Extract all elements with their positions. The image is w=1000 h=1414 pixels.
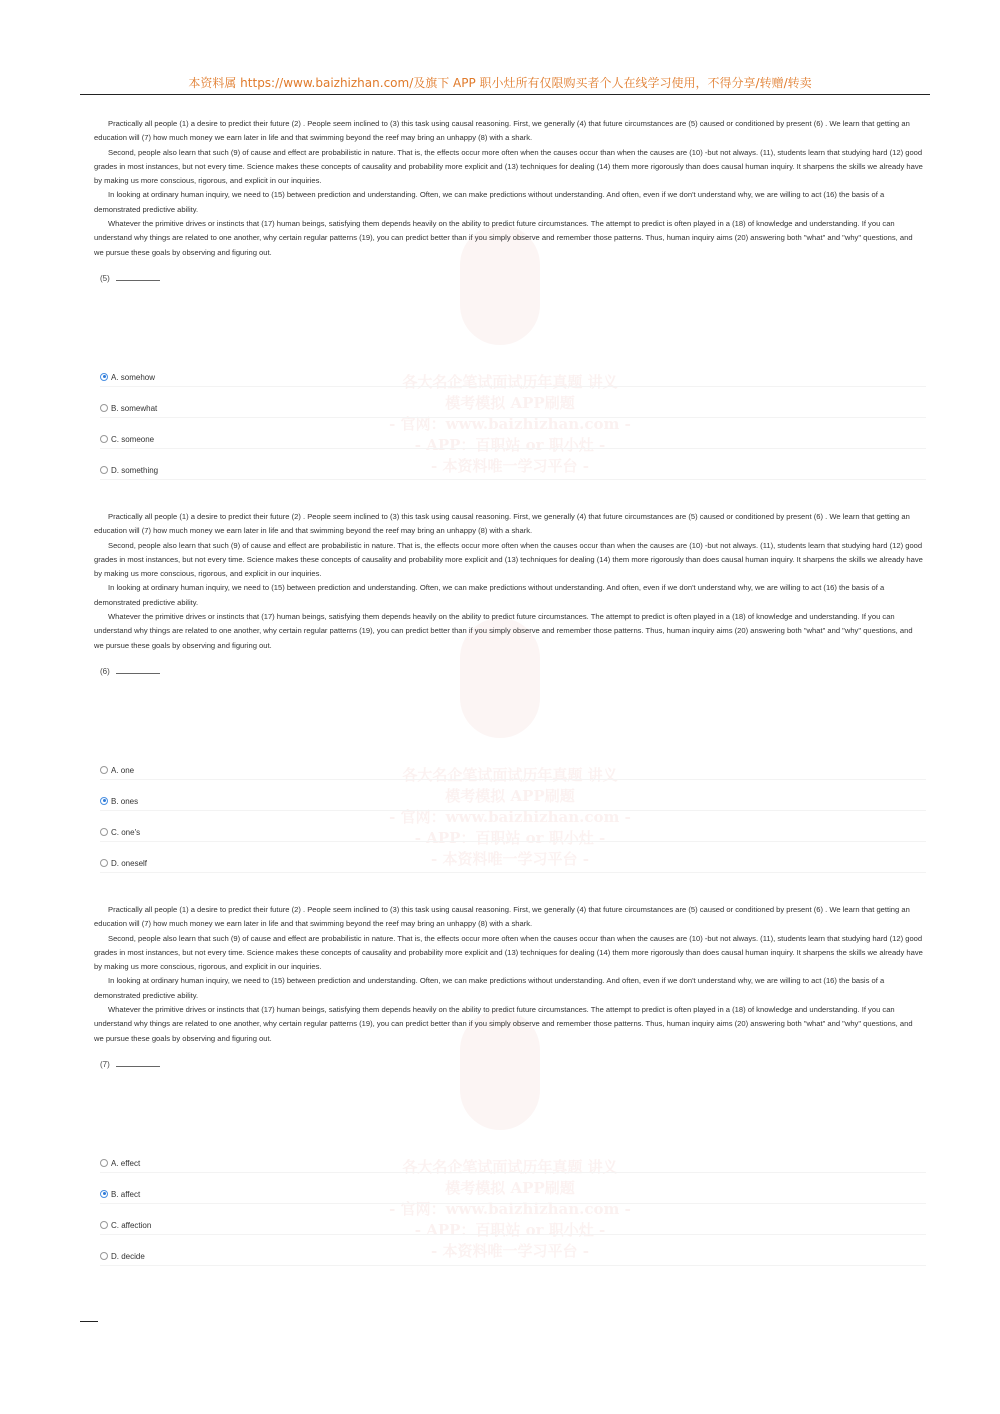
option-d[interactable]: D. decide [100, 1249, 926, 1266]
option-d[interactable]: D. something [100, 463, 926, 480]
answer-blank [116, 274, 160, 281]
question-number: (7) [100, 1060, 160, 1069]
radio-icon[interactable] [100, 1159, 108, 1167]
footer-mark [80, 1321, 98, 1322]
option-a[interactable]: A. one [100, 763, 926, 780]
radio-selected-icon[interactable] [100, 1190, 108, 1198]
watermark-text: 各大名企笔试面试历年真题 讲义 模考模拟 APP刷题 - 官网：www.baizhizhan.com - - APP：百职站 or 职小灶 - - 本资料唯一学习平台 - [389, 1158, 631, 1260]
radio-icon[interactable] [100, 1221, 108, 1229]
answer-blank [116, 1060, 160, 1067]
option-c[interactable]: C. one's [100, 825, 926, 842]
radio-icon[interactable] [100, 404, 108, 412]
radio-selected-icon[interactable] [100, 797, 108, 805]
option-a[interactable]: A. somehow [100, 370, 926, 387]
watermark-text: 各大名企笔试面试历年真题 讲义 模考模拟 APP刷题 - 官网：www.baizhizhan.com - - APP：百职站 or 职小灶 - - 本资料唯一学习平台 - [389, 373, 631, 475]
radio-selected-icon[interactable] [100, 373, 108, 381]
option-b[interactable]: B. somewhat [100, 401, 926, 418]
option-d[interactable]: D. oneself [100, 856, 926, 873]
radio-icon[interactable] [100, 1252, 108, 1260]
copyright-header: 本资料属 https://www.baizhizhan.com/及旗下 APP 职小灶所有仅限购买者个人在线学习使用，不得分享/转赠/转卖 [188, 76, 812, 90]
passage: Practically all people (1) a desire to predict their future (2) . People seem inclined to (3) this task using causal reasoning. First, we generally (4) that future circumstances are (5) caused or conditioned by present (6) . We learn that getting an education will (7) how much money we earn later in life and that swimming beyond the reef may bring an unhappy (8) with a shark. Second, people also learn that such (9) of cause and effect are probabilistic in nature. That is, the effects occur more often when the causes occur than when the causes are (10) -but not always. (11), students learn that studying hard (12) good grades in most instances, but not every time. Science makes these concepts of causality and probability more explicit and (13) techniques for dealing (14) them more rigorously than does causal human inquiry. It sharpens the skills we already have by making us more conscious, rigorous, and explicit in our inquiries. In looking at ordinary human inquiry, we need to (15) between prediction and understanding. Often, we can make predictions without understanding. And often, even if we don't understand why, we are willing to act (16) the basis of a demonstrated predictive ability. Whatever the primitive drives or instincts that (17) human beings, satisfying them depends heavily on the ability to predict future circumstances. The attempt to predict is often played in a (18) of knowledge and understanding. If you can understand why things are related to one another, why certain regular patterns (19), you can predict better than if you simply observe and remember those patterns. Thus, human inquiry aims (20) answering both "what" and "why" questions, and we pursue these goals by observing and figuring out. [94, 119, 923, 257]
radio-icon[interactable] [100, 859, 108, 867]
watermark-text: 各大名企笔试面试历年真题 讲义 模考模拟 APP刷题 - 官网：www.baizhizhan.com - - APP：百职站 or 职小灶 - - 本资料唯一学习平台 - [389, 766, 631, 868]
radio-icon[interactable] [100, 766, 108, 774]
option-c[interactable]: C. affection [100, 1218, 926, 1235]
passage: Practically all people (1) a desire to predict their future (2) . People seem inclined to (3) this task using causal reasoning. First, we generally (4) that future circumstances are (5) caused or conditioned by present (6) . We learn that getting an education will (7) how much money we earn later in life and that swimming beyond the reef may bring an unhappy (8) with a shark. Second, people also learn that such (9) of cause and effect are probabilistic in nature. That is, the effects occur more often when the causes occur than when the causes are (10) -but not always. (11), students learn that studying hard (12) good grades in most instances, but not every time. Science makes these concepts of causality and probability more explicit and (13) techniques for dealing (14) them more rigorously than does causal human inquiry. It sharpens the skills we already have by making us more conscious, rigorous, and explicit in our inquiries. In looking at ordinary human inquiry, we need to (15) between prediction and understanding. Often, we can make predictions without understanding. And often, even if we don't understand why, we are willing to act (16) the basis of a demonstrated predictive ability. Whatever the primitive drives or instincts that (17) human beings, satisfying them depends heavily on the ability to predict future circumstances. The attempt to predict is often played in a (18) of knowledge and understanding. If you can understand why things are related to one another, why certain regular patterns (19), you can predict better than if you simply observe and remember those patterns. Thus, human inquiry aims (20) answering both "what" and "why" questions, and we pursue these goals by observing and figuring out. [94, 512, 923, 650]
option-b[interactable]: B. affect [100, 1187, 926, 1204]
passage: Practically all people (1) a desire to predict their future (2) . People seem inclined to (3) this task using causal reasoning. First, we generally (4) that future circumstances are (5) caused or conditioned by present (6) . We learn that getting an education will (7) how much money we earn later in life and that swimming beyond the reef may bring an unhappy (8) with a shark. Second, people also learn that such (9) of cause and effect are probabilistic in nature. That is, the effects occur more often when the causes occur than when the causes are (10) -but not always. (11), students learn that studying hard (12) good grades in most instances, but not every time. Science makes these concepts of causality and probability more explicit and (13) techniques for dealing (14) them more rigorously than does causal human inquiry. It sharpens the skills we already have by making us more conscious, rigorous, and explicit in our inquiries. In looking at ordinary human inquiry, we need to (15) between prediction and understanding. Often, we can make predictions without understanding. And often, even if we don't understand why, we are willing to act (16) the basis of a demonstrated predictive ability. Whatever the primitive drives or instincts that (17) human beings, satisfying them depends heavily on the ability to predict future circumstances. The attempt to predict is often played in a (18) of knowledge and understanding. If you can understand why things are related to one another, why certain regular patterns (19), you can predict better than if you simply observe and remember those patterns. Thus, human inquiry aims (20) answering both "what" and "why" questions, and we pursue these goals by observing and figuring out. [94, 905, 923, 1043]
header-divider [80, 94, 930, 95]
option-b[interactable]: B. ones [100, 794, 926, 811]
radio-icon[interactable] [100, 828, 108, 836]
option-a[interactable]: A. effect [100, 1156, 926, 1173]
radio-icon[interactable] [100, 466, 108, 474]
option-c[interactable]: C. someone [100, 432, 926, 449]
question-number: (6) [100, 667, 160, 676]
answer-blank [116, 667, 160, 674]
radio-icon[interactable] [100, 435, 108, 443]
question-number: (5) [100, 274, 160, 283]
